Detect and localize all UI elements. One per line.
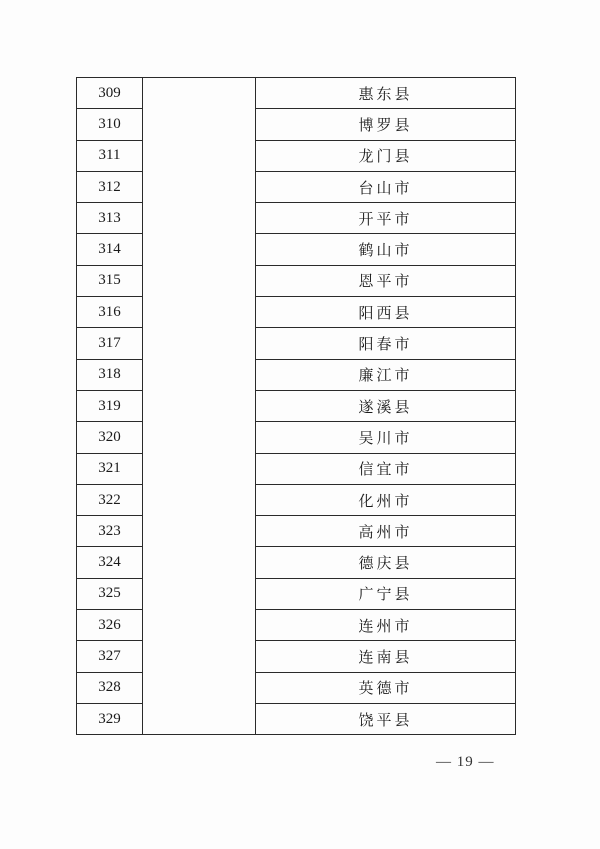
table-row bbox=[77, 453, 516, 484]
county-name: 台山市 bbox=[256, 171, 516, 202]
row-number: 318 bbox=[77, 359, 143, 390]
table-row bbox=[77, 578, 516, 609]
county-name: 惠东县 bbox=[256, 78, 516, 109]
table-row bbox=[77, 484, 516, 515]
table-row bbox=[77, 547, 516, 578]
row-number: 315 bbox=[77, 265, 143, 296]
county-name: 阳西县 bbox=[256, 297, 516, 328]
county-table bbox=[76, 77, 516, 735]
table-row bbox=[77, 672, 516, 703]
table-row bbox=[77, 78, 516, 109]
row-number: 325 bbox=[77, 578, 143, 609]
row-number: 314 bbox=[77, 234, 143, 265]
page-number: — 19 — bbox=[436, 754, 495, 770]
county-name: 吴川市 bbox=[256, 422, 516, 453]
table-row bbox=[77, 359, 516, 390]
county-name: 廉江市 bbox=[256, 359, 516, 390]
table-row bbox=[77, 641, 516, 672]
row-number: 309 bbox=[77, 78, 143, 109]
row-number: 319 bbox=[77, 390, 143, 421]
county-name: 广宁县 bbox=[256, 578, 516, 609]
county-name: 鹤山市 bbox=[256, 234, 516, 265]
county-name: 连州市 bbox=[256, 610, 516, 641]
county-name: 化州市 bbox=[256, 484, 516, 515]
row-number: 320 bbox=[77, 422, 143, 453]
table-row bbox=[77, 297, 516, 328]
table-row bbox=[77, 109, 516, 140]
row-number: 313 bbox=[77, 203, 143, 234]
table-row bbox=[77, 516, 516, 547]
row-number: 321 bbox=[77, 453, 143, 484]
county-name: 英德市 bbox=[256, 672, 516, 703]
county-name: 信宜市 bbox=[256, 453, 516, 484]
table-row bbox=[77, 140, 516, 171]
table-row bbox=[77, 265, 516, 296]
county-name: 龙门县 bbox=[256, 140, 516, 171]
table-row bbox=[77, 328, 516, 359]
row-number: 323 bbox=[77, 516, 143, 547]
row-number: 326 bbox=[77, 610, 143, 641]
county-name: 开平市 bbox=[256, 203, 516, 234]
row-number: 322 bbox=[77, 484, 143, 515]
row-number: 312 bbox=[77, 171, 143, 202]
row-number: 329 bbox=[77, 703, 143, 734]
table-row bbox=[77, 422, 516, 453]
table-row bbox=[77, 390, 516, 421]
county-name: 德庆县 bbox=[256, 547, 516, 578]
row-number: 327 bbox=[77, 641, 143, 672]
table-body bbox=[77, 78, 516, 735]
table-row bbox=[77, 703, 516, 734]
county-name: 高州市 bbox=[256, 516, 516, 547]
row-number: 317 bbox=[77, 328, 143, 359]
merged-empty-cell bbox=[143, 78, 256, 735]
row-number: 310 bbox=[77, 109, 143, 140]
county-name: 饶平县 bbox=[256, 703, 516, 734]
row-number: 328 bbox=[77, 672, 143, 703]
county-name: 恩平市 bbox=[256, 265, 516, 296]
row-number: 324 bbox=[77, 547, 143, 578]
table-row bbox=[77, 203, 516, 234]
table-row bbox=[77, 610, 516, 641]
county-name: 阳春市 bbox=[256, 328, 516, 359]
row-number: 316 bbox=[77, 297, 143, 328]
row-number: 311 bbox=[77, 140, 143, 171]
county-name: 遂溪县 bbox=[256, 390, 516, 421]
county-name: 连南县 bbox=[256, 641, 516, 672]
table-row bbox=[77, 234, 516, 265]
table-row bbox=[77, 171, 516, 202]
county-name: 博罗县 bbox=[256, 109, 516, 140]
